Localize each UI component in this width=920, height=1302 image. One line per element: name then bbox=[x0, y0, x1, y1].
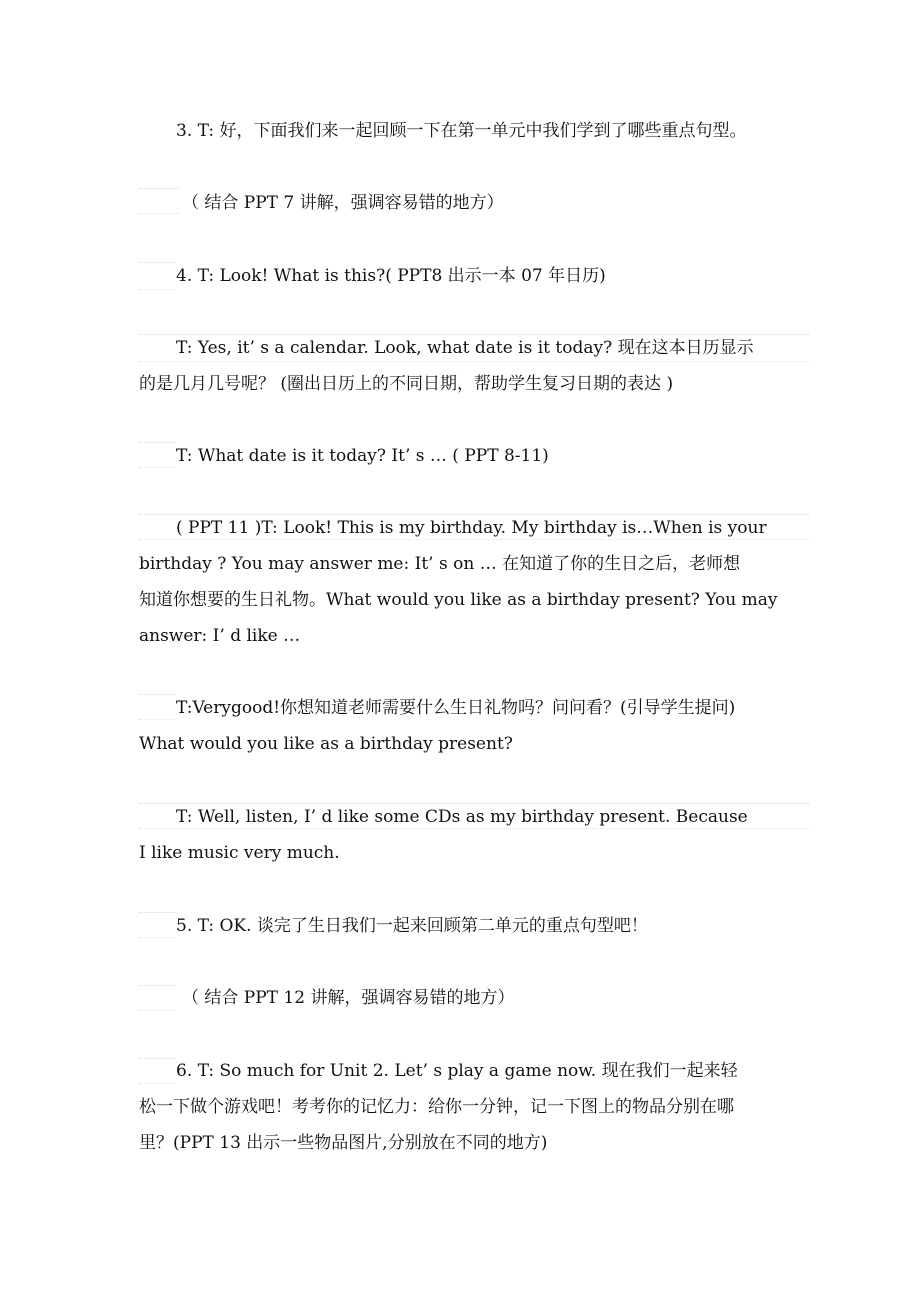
verygood-line-1: T:Verygood!你想知道老师需要什么生日礼物吗？问问看？(引导学生提问) bbox=[176, 698, 736, 718]
paragraph-5-note: （ 结合 PPT 12 讲解，强调容易错的地方） bbox=[182, 988, 515, 1008]
birthday-line-2: birthday ? You may answer me: It’ s on … 在知道了你的生日之后，老师想 bbox=[139, 554, 741, 574]
cds-line-2: I like music very much. bbox=[139, 843, 340, 863]
birthday-line-3: 知道你想要的生日礼物。What would you like as a birthday present? You may bbox=[139, 590, 778, 610]
paragraph-frame bbox=[139, 188, 179, 214]
paragraph-frame bbox=[139, 262, 175, 290]
paragraph-frame bbox=[139, 985, 175, 1011]
verygood-line-2: What would you like as a birthday present? bbox=[139, 734, 513, 754]
paragraph-frame bbox=[139, 912, 175, 938]
paragraph-5-line-1: 5. T: OK. 谈完了生日我们一起来回顾第二单元的重点句型吧！ bbox=[176, 916, 648, 936]
calendar-line-1: T: Yes, it’ s a calendar. Look, what date is it today? 现在这本日历显示 bbox=[176, 338, 754, 358]
paragraph-frame bbox=[139, 442, 175, 468]
calendar-line-2: 的是几月几号呢？ (圈出日历上的不同日期，帮助学生复习日期的表达 ) bbox=[139, 374, 674, 394]
paragraph-3-note: （ 结合 PPT 7 讲解，强调容易错的地方） bbox=[182, 193, 504, 213]
paragraph-4-line-1: 4. T: Look! What is this?( PPT8 出示一本 07 年日历) bbox=[176, 266, 606, 286]
birthday-line-1: ( PPT 11 )T: Look! This is my birthday. My birthday is…When is your bbox=[176, 518, 767, 538]
paragraph-frame bbox=[139, 1058, 175, 1084]
paragraph-frame bbox=[139, 694, 175, 720]
paragraph-6-line-1: 6. T: So much for Unit 2. Let’ s play a game now. 现在我们一起来轻 bbox=[176, 1061, 738, 1081]
paragraph-3-line-1: 3. T: 好，下面我们来一起回顾一下在第一单元中我们学到了哪些重点句型。 bbox=[176, 121, 747, 141]
cds-line-1: T: Well, listen, I’ d like some CDs as my birthday present. Because bbox=[176, 807, 748, 827]
birthday-line-4: answer: I’ d like … bbox=[139, 626, 301, 646]
date-line-1: T: What date is it today? It’ s … ( PPT 8-11) bbox=[176, 446, 549, 466]
paragraph-6-line-2: 松一下做个游戏吧！考考你的记忆力：给你一分钟，记一下图上的物品分别在哪 bbox=[139, 1097, 734, 1117]
paragraph-6-line-3: 里？(PPT 13 出示一些物品图片,分别放在不同的地方) bbox=[139, 1133, 548, 1153]
